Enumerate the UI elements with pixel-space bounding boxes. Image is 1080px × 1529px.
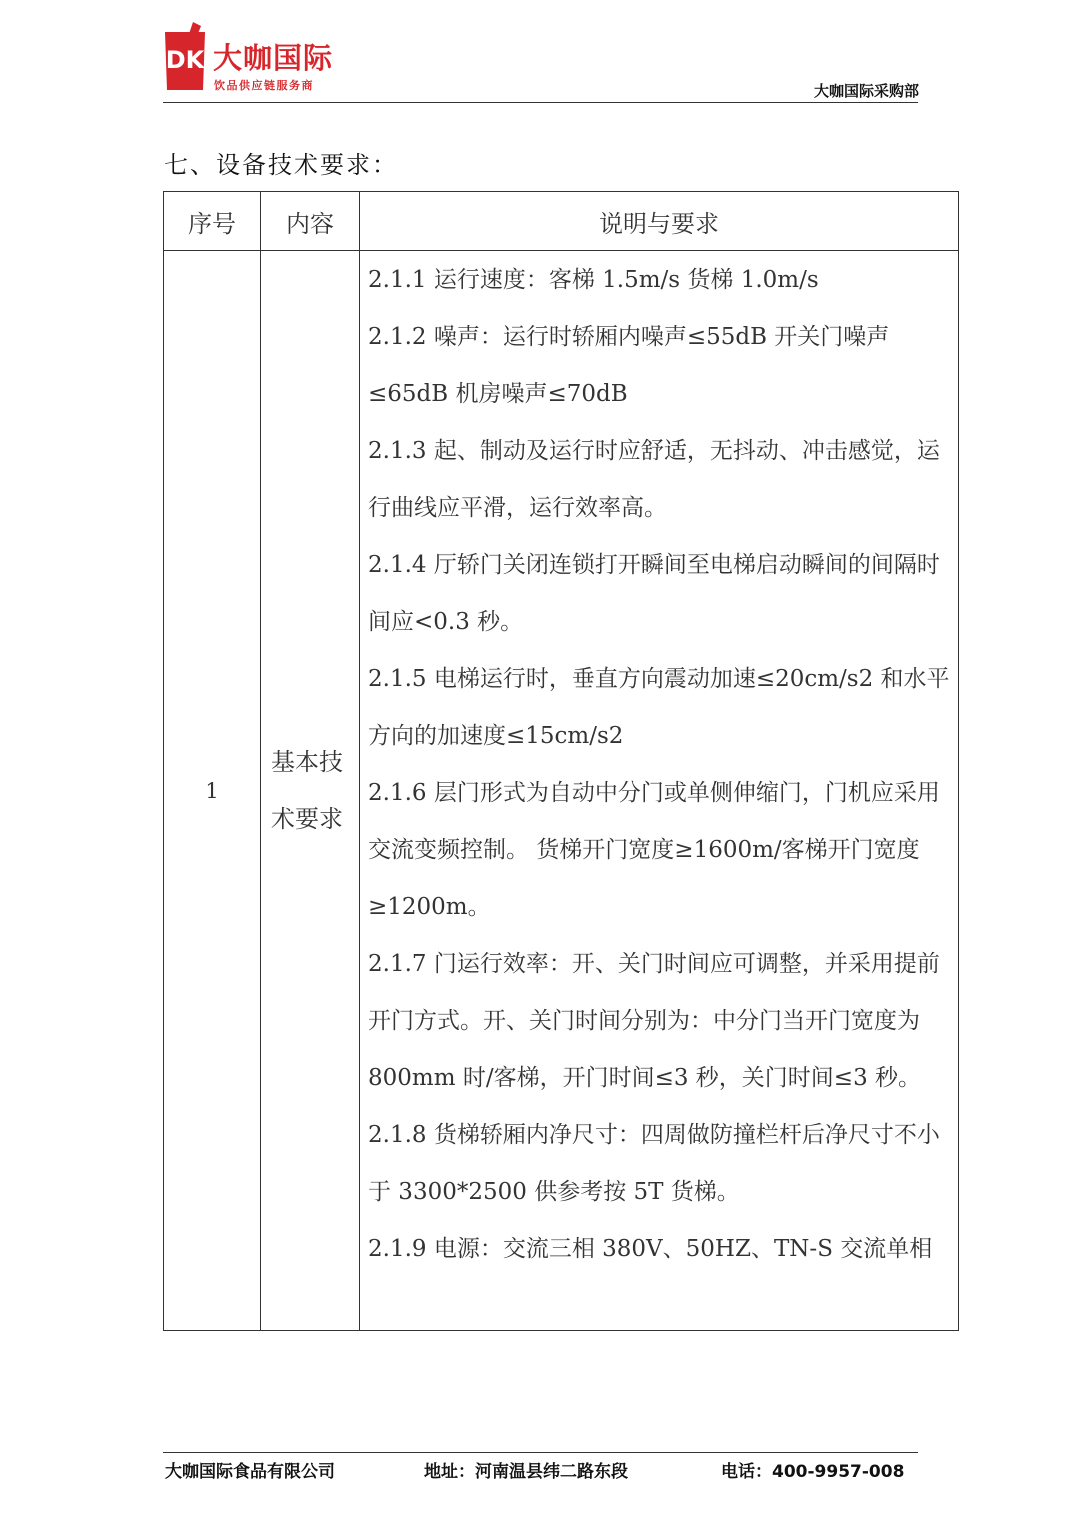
brand-name: 大咖国际 [213,41,334,75]
company-logo [163,22,338,94]
row-content: 基本技术要求 [261,251,360,1331]
brand-slogan: 饮品供应链服务商 [214,79,314,92]
footer-phone: 电话：400-9957-008 [721,1462,905,1482]
spec-item-power: 2.1.9 电源：交流三相 380V、50HZ、TN-S 交流单相 [368,1236,933,1262]
footer-divider [163,1452,918,1453]
header-divider [163,102,918,103]
dk-logo-icon [163,22,207,92]
spec-item-comfort: 2.1.3 起、制动及运行时应舒适，无抖动、冲击感觉，运行曲线应平滑，运行效率高。 [368,438,940,521]
department-label: 大咖国际采购部 [813,82,919,100]
footer-company: 大咖国际食品有限公司 [165,1462,335,1482]
spec-item-interlock: 2.1.4 厅轿门关闭连锁打开瞬间至电梯启动瞬间的间隔时间应<0.3 秒。 [368,552,940,635]
table-row [164,251,959,1331]
spec-item-door-efficiency: 2.1.7 门运行效率：开、关门时间应可调整，并采用提前开门方式。开、关门时间分别为：中分门当开门宽度为 800mm 时/客梯，开门时间≤3 秒，关门时间≤3 秒。 [368,951,940,1091]
svg-text:DK: DK [165,46,205,74]
spec-table [163,191,959,1331]
row-number: 1 [164,251,261,1331]
table-header-row [164,192,959,251]
spec-item-noise: 2.1.2 噪声：运行时轿厢内噪声≤55dB 开关门噪声≤65dB 机房噪声≤70dB [368,324,890,407]
row-description [360,251,959,1331]
spec-item-vibration: 2.1.5 电梯运行时，垂直方向震动加速≤20cm/s2 和水平方向的加速度≤15cm/s2 [368,666,950,749]
section-title: 七、设备技术要求： [164,151,398,179]
footer-address: 地址：河南温县纬二路东段 [424,1462,628,1482]
header-no: 序号 [164,192,261,251]
spec-item-door-type: 2.1.6 层门形式为自动中分门或单侧伸缩门，门机应采用交流变频控制。 货梯开门宽度≥1600m/客梯开门宽度≥1200m。 [368,780,940,920]
spec-item-speed: 2.1.1 运行速度：客梯 1.5m/s 货梯 1.0m/s [368,267,819,293]
header-content: 内容 [261,192,360,251]
spec-item-car-size: 2.1.8 货梯轿厢内净尺寸：四周做防撞栏杆后净尺寸不小于 3300*2500 供参考按 5T 货梯。 [368,1122,940,1205]
header-description: 说明与要求 [360,192,959,251]
